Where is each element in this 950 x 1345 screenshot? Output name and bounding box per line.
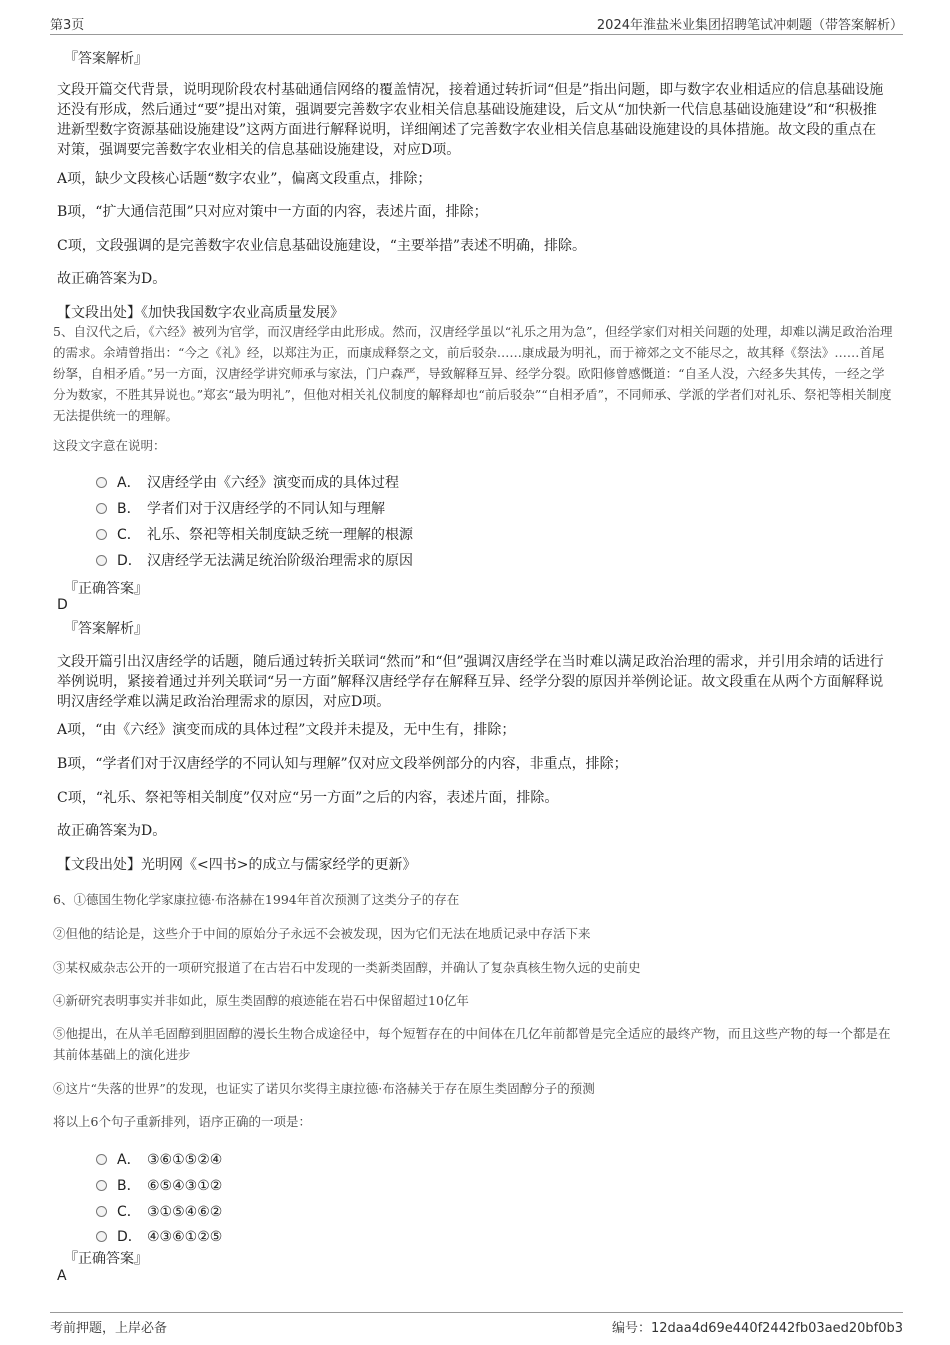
- q6-sentence-3: ③某权威杂志公开的一项研究报道了在古岩石中发现的一类新类固醇，并确认了复杂真核生物久远的史前史: [53, 960, 641, 975]
- q6-option-a[interactable]: A． ③⑥①⑤②④: [96, 1149, 222, 1169]
- page-number: 第3页: [50, 18, 85, 33]
- q4-option-c-analysis: C项，文段强调的是完善数字农业信息基础设施建设，“主要举措”表述不明确，排除。: [57, 238, 587, 254]
- q4-source: 【文段出处】《加快我国数字农业高质量发展》: [57, 305, 344, 321]
- q5-option-b[interactable]: B． 学者们对于汉唐经学的不同认知与理解: [96, 498, 385, 518]
- radio-button-icon[interactable]: [96, 1180, 107, 1191]
- q4-option-a-analysis: A项，缺少文段核心话题“数字农业”，偏离文段重点，排除；: [57, 171, 432, 187]
- radio-button-icon[interactable]: [96, 1154, 107, 1165]
- q6-sentence-1: 6、①德国生物化学家康拉德·布洛赫在1994年首次预测了这类分子的存在: [53, 892, 460, 907]
- q6-prompt: 将以上6个句子重新排列，语序正确的一项是：: [53, 1114, 311, 1129]
- q6-option-d[interactable]: D． ④③⑥①②⑤: [96, 1226, 222, 1246]
- q6-answer: A: [57, 1268, 67, 1284]
- q4-analysis-tag: 『答案解析』: [64, 51, 148, 67]
- radio-button-icon[interactable]: [96, 555, 107, 566]
- q5-analysis-tag: 『答案解析』: [64, 621, 148, 637]
- footer-slogan: 考前押题，上岸必备: [50, 1321, 168, 1336]
- q5-option-d[interactable]: D． 汉唐经学无法满足统治阶级治理需求的原因: [96, 550, 413, 570]
- q6-sentence-4: ④新研究表明事实并非如此，原生类固醇的痕迹能在岩石中保留超过10亿年: [53, 993, 469, 1008]
- q5-stem: 5、自汉代之后，《六经》被列为官学，而汉唐经学由此形成。然而，汉唐经学虽以“礼乐之用为急”，但经学家们对相关问题的处理，却难以满足政治治理的需求。余靖曾指出：“今之《礼》经，以郑注为正，而康成释祭之文，前后驳杂……康成最为明礼，而于禘郊之文不能尽之，故其释《祭法》……首尾纷拏，自相矛盾。”另一方面，汉唐经学讲究师承与家法，门户森严，导致解释互异、经学分裂。欧阳修曾感慨道：“自圣人没，六经多失其传，一经之学分为数家，不胜其异说也。”郑玄“最为明礼”，但他对相关礼仪制度的解释却也“前后驳杂”“自相矛盾”，不同师承、学派的学者们对礼乐、祭祀等相关制度无法提供统一的理解。: [53, 324, 893, 423]
- q6-sentence-5: ⑤他提出，在从羊毛固醇到胆固醇的漫长生物合成途径中，每个短暂存在的中间体在几亿年前都曾是完全适应的最终产物，而且这些产物的每一个都是在其前体基础上的演化进步: [53, 1026, 891, 1062]
- q6-sentence-6: ⑥这片“失落的世界”的发现，也证实了诺贝尔奖得主康拉德·布洛赫关于存在原生类固醇分子的预测: [53, 1081, 595, 1096]
- q5-analysis: 文段开篇引出汉唐经学的话题，随后通过转折关联词“然而”和“但”强调汉唐经学在当时难以满足政治治理的需求，并引用余靖的话进行举例说明，紧接着通过并列关联词“另一方面”解释汉唐经学存在解释互异、经学分裂的原因并举例论证。故文段重在从两个方面解释说明汉唐经学难以满足政治治理需求的原因，对应D项。: [57, 654, 884, 710]
- radio-button-icon[interactable]: [96, 1231, 107, 1242]
- q4-analysis: 文段开篇交代背景，说明现阶段农村基础通信网络的覆盖情况，接着通过转折词“但是”指出问题，即与数字农业相适应的信息基础设施还没有形成，然后通过“要”提出对策，强调要完善数字农业相关信息基础设施建设，后文从“加快新一代信息基础设施建设”和“积极推进新型数字资源基础设施建设”这两方面进行解释说明，详细阐述了完善数字农业相关信息基础设施建设的具体措施。故文段的重点在对策，强调要完善数字农业相关的信息基础设施建设，对应D项。: [57, 82, 884, 158]
- document-title: 2024年淮盐米业集团招聘笔试冲刺题（带答案解析）: [596, 18, 903, 33]
- q4-conclusion: 故正确答案为D。: [57, 271, 167, 287]
- page-footer: [50, 1312, 903, 1335]
- q6-sentence-2: ②但他的结论是，这些介于中间的原始分子永远不会被发现，因为它们无法在地质记录中存活下来: [53, 926, 591, 941]
- q5-answer-tag: 『正确答案』: [64, 581, 148, 597]
- q5-prompt: 这段文字意在说明：: [53, 438, 166, 453]
- q6-answer-tag: 『正确答案』: [64, 1251, 148, 1267]
- document-serial: 编号：12daa4d69e440f2442fb03aed20bf0b3: [611, 1321, 903, 1336]
- radio-button-icon[interactable]: [96, 1206, 107, 1217]
- q5-option-c[interactable]: C． 礼乐、祭祀等相关制度缺乏统一理解的根源: [96, 524, 413, 544]
- q5-option-a-analysis: A项，“由《六经》演变而成的具体过程”文段并未提及，无中生有，排除；: [57, 722, 516, 738]
- q5-conclusion: 故正确答案为D。: [57, 823, 167, 839]
- radio-button-icon[interactable]: [96, 477, 107, 488]
- q5-option-c-analysis: C项，“礼乐、祭祀等相关制度”仅对应“另一方面”之后的内容，表述片面，排除。: [57, 790, 559, 806]
- q6-option-b[interactable]: B． ⑥⑤④③①②: [96, 1175, 222, 1195]
- q5-option-a[interactable]: A． 汉唐经学由《六经》演变而成的具体过程: [96, 472, 399, 492]
- radio-button-icon[interactable]: [96, 503, 107, 514]
- q4-option-b-analysis: B项，“扩大通信范围”只对应对策中一方面的内容，表述片面，排除；: [57, 204, 488, 220]
- page-header: [50, 14, 903, 35]
- q5-answer: D: [57, 597, 68, 613]
- q6-option-c[interactable]: C． ③①⑤④⑥②: [96, 1201, 222, 1221]
- radio-button-icon[interactable]: [96, 529, 107, 540]
- q5-option-b-analysis: B项，“学者们对于汉唐经学的不同认知与理解”仅对应文段举例部分的内容，非重点，排除；: [57, 756, 628, 772]
- q5-source: 【文段出处】光明网《<四书>的成立与儒家经学的更新》: [57, 857, 417, 873]
